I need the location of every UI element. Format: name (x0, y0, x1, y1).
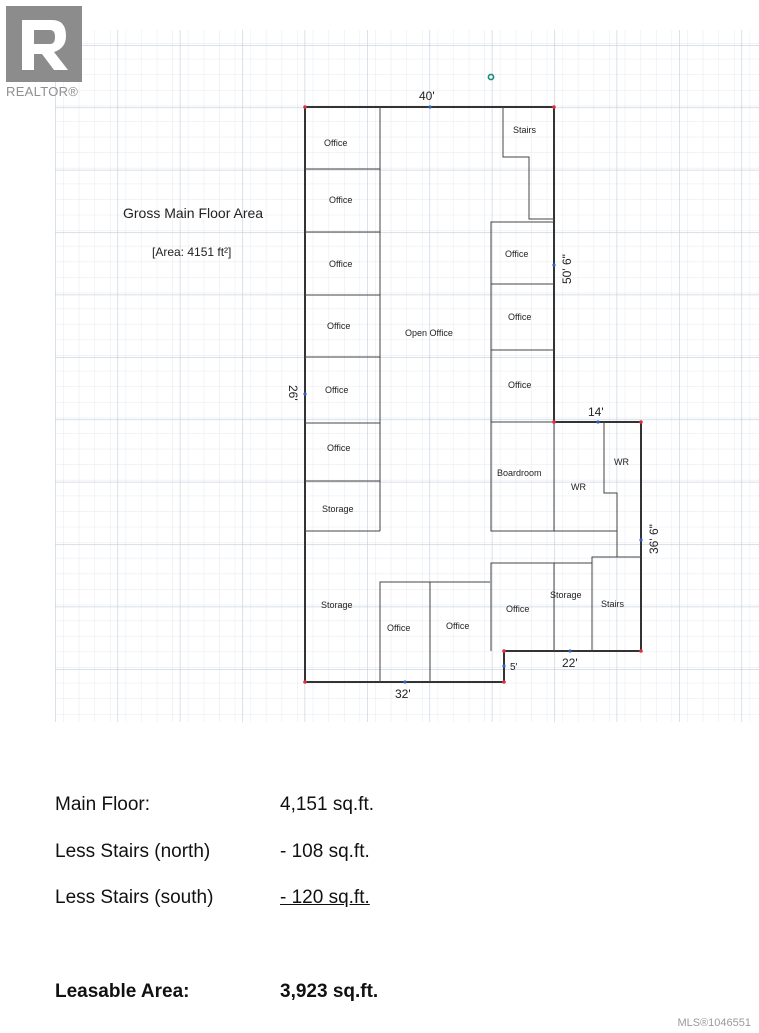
plan-area-label: [Area: 4151 ft²] (152, 245, 232, 259)
room-office-b1: Office (387, 623, 411, 633)
room-office-3: Office (329, 259, 353, 269)
room-storage-2: Storage (321, 600, 353, 610)
room-office-6: Office (327, 443, 351, 453)
dim-bottom-left: 32' (395, 687, 411, 701)
area-row-leasable (55, 981, 379, 1003)
room-office-r1: Office (505, 249, 529, 259)
room-office-r3: Office (508, 380, 532, 390)
area-label: Less Stairs (south) (55, 887, 214, 908)
dim-left: 26' (286, 385, 300, 401)
room-office-2: Office (329, 195, 353, 205)
dim-top: 40' (419, 89, 435, 103)
room-office-4: Office (327, 321, 351, 331)
area-value: - 108 sq.ft. (280, 841, 370, 862)
area-label: Leasable Area: (55, 981, 190, 1002)
area-value: 3,923 sq.ft. (280, 981, 379, 1002)
room-office-b2: Office (446, 621, 470, 631)
realtor-logo (6, 6, 82, 82)
dim-notch: 5' (510, 662, 518, 673)
mls-watermark: MLS®1046551 (677, 1017, 751, 1029)
room-open-office: Open Office (405, 328, 453, 338)
room-storage-1: Storage (322, 504, 354, 514)
realtor-logo-text: REALTOR® (6, 84, 79, 99)
room-office-1: Office (324, 138, 348, 148)
area-label: Less Stairs (north) (55, 841, 211, 862)
room-stairs-south: Stairs (601, 599, 625, 609)
area-label: Main Floor: (55, 794, 151, 815)
dim-step: 14' (588, 405, 604, 419)
room-office-r2: Office (508, 312, 532, 322)
plan-title: Gross Main Floor Area (123, 205, 264, 221)
grid-background (55, 30, 759, 722)
room-storage-3: Storage (550, 590, 582, 600)
room-office-b3: Office (506, 604, 530, 614)
area-row-stairs-north (55, 841, 370, 863)
dim-right-upper: 50' 6" (560, 254, 574, 284)
area-row-stairs-south (55, 887, 370, 909)
dim-bottom-right: 22' (562, 656, 578, 670)
area-value: 4,151 sq.ft. (280, 794, 375, 815)
room-stairs-north: Stairs (513, 125, 537, 135)
area-row-main-floor (55, 794, 375, 816)
room-office-5: Office (325, 385, 349, 395)
area-value: - 120 sq.ft. (280, 887, 370, 908)
dim-right-lower: 36' 6" (647, 524, 661, 554)
room-wr-2: WR (571, 482, 586, 492)
room-wr-1: WR (614, 457, 629, 467)
room-boardroom: Boardroom (497, 468, 542, 478)
